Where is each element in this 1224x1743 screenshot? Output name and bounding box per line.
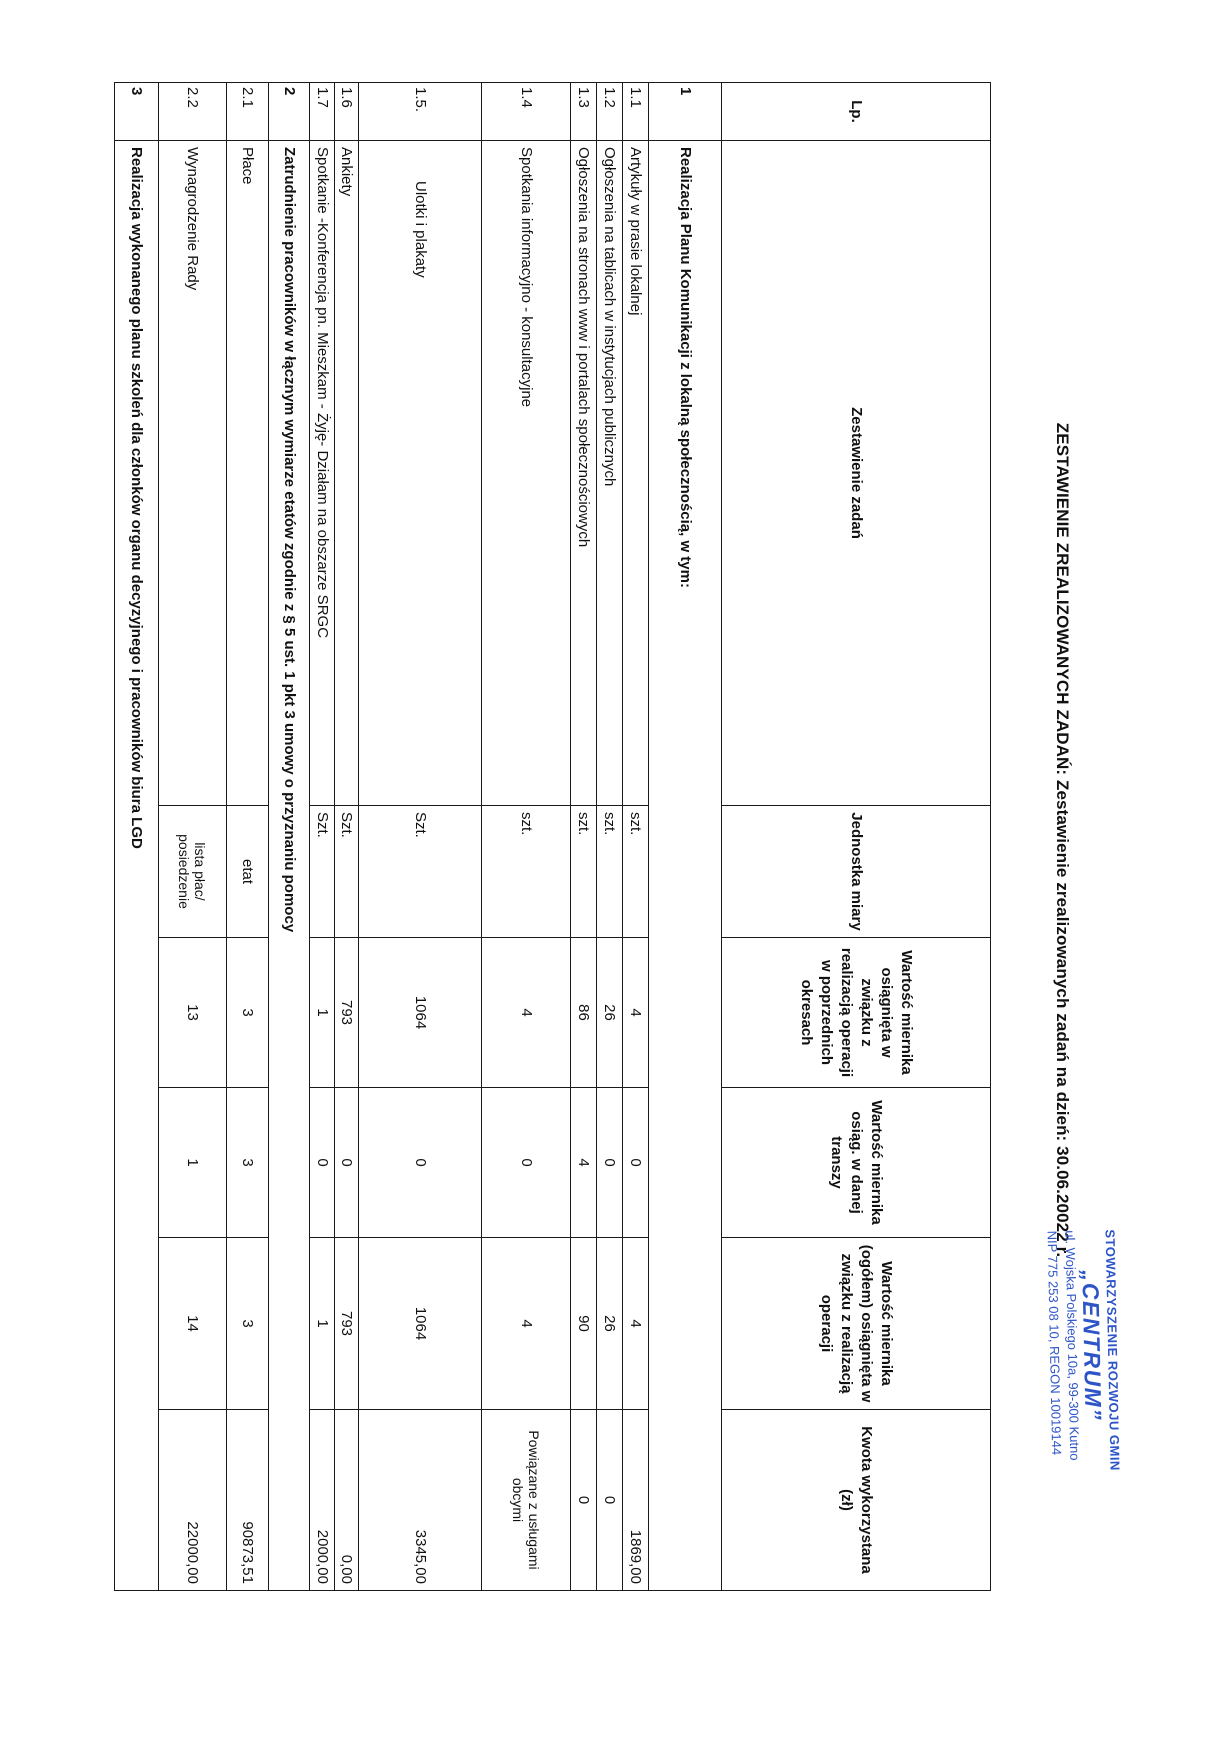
- cell-lp: 1.4: [482, 83, 571, 141]
- cell-lp: 1.3: [571, 83, 597, 141]
- cell-unit: lista płac/ posiedzenie: [159, 806, 227, 938]
- header-amount: Kwota wykorzystana (zł): [722, 1410, 991, 1591]
- cell-unit: szt.: [482, 806, 571, 938]
- cell-task: Spotkanie -Konferencja pn. Mieszkam - Żyję- Działam na obszarze SRGC: [310, 141, 335, 806]
- cell-task: Spotkania informacyjno - konsultacyjne: [482, 141, 571, 806]
- cell-lp: 1.5.: [359, 83, 482, 141]
- table-row: [159, 83, 227, 1591]
- header-unit: Jednostka miary: [722, 806, 991, 938]
- cell-unit: szt.: [571, 806, 597, 938]
- cell-unit: Szt.: [310, 806, 335, 938]
- section-row: [649, 83, 722, 1591]
- cell-task: Ogłoszenia na tablicach w instytucjach publicznych: [597, 141, 623, 806]
- cell-tranche: 0: [597, 1088, 623, 1238]
- cell-tranche: 0: [310, 1088, 335, 1238]
- stamp-line-1: STOWARZYSZENIE ROZWOJU GMIN: [1102, 1229, 1123, 1472]
- cell-task: Ulotki i plakaty: [359, 141, 482, 806]
- cell-amount: 22000,00: [159, 1410, 227, 1591]
- header-tranche: Wartość miernika osiąg. w danej transzy: [722, 1088, 991, 1238]
- cell-total: 1064: [359, 1238, 482, 1410]
- section-label: Realizacja Planu Komunikacji z lokalną społecznością, w tym:: [649, 141, 722, 1591]
- cell-prev: 4: [482, 938, 571, 1088]
- cell-lp: 2.2: [159, 83, 227, 141]
- cell-amount: 0: [571, 1410, 597, 1591]
- cell-total: 793: [335, 1238, 359, 1410]
- cell-prev: 86: [571, 938, 597, 1088]
- table-row: [597, 83, 623, 1591]
- cell-task: Ankiety: [335, 141, 359, 806]
- tasks-table: [114, 82, 991, 1591]
- header-row: [722, 83, 991, 1591]
- cell-unit: szt.: [597, 806, 623, 938]
- cell-prev: 1: [310, 938, 335, 1088]
- cell-prev: 1064: [359, 938, 482, 1088]
- header-task: Zestawienie zadań: [722, 141, 991, 806]
- cell-tranche: 0: [335, 1088, 359, 1238]
- cell-task: Wynagrodzenie Rady: [159, 141, 227, 806]
- cell-amount: Powiązane z usługami obcymi: [482, 1410, 571, 1591]
- cell-prev: 13: [159, 938, 227, 1088]
- cell-total: 90: [571, 1238, 597, 1410]
- cell-task: Płace: [227, 141, 269, 806]
- table-row: [227, 83, 269, 1591]
- table-row: [310, 83, 335, 1591]
- cell-amount: 90873,51: [227, 1410, 269, 1591]
- cell-total: 14: [159, 1238, 227, 1410]
- cell-amount: 0,00: [335, 1410, 359, 1591]
- cell-unit: Szt.: [359, 806, 482, 938]
- section-row: [269, 83, 310, 1591]
- cell-total: 4: [623, 1238, 649, 1410]
- cell-tranche: 0: [623, 1088, 649, 1238]
- cell-lp: 1.6: [335, 83, 359, 141]
- table-row: [623, 83, 649, 1591]
- cell-task: Ogłoszenia na stronach www i portalach społecznościowych: [571, 141, 597, 806]
- section-label: Realizacja wykonanego planu szkoleń dla członków organu decyzyjnego i pracowników biura LGD: [115, 141, 159, 1591]
- stamp-line-4: NIP 775 253 08 10, REGON 10019144: [1044, 1230, 1065, 1456]
- table-row: [359, 83, 482, 1591]
- table-row: [482, 83, 571, 1591]
- header-lp: Lp.: [722, 83, 991, 141]
- cell-tranche: 1: [159, 1088, 227, 1238]
- cell-prev: 26: [597, 938, 623, 1088]
- cell-lp: 1.1: [623, 83, 649, 141]
- cell-total: 3: [227, 1238, 269, 1410]
- section-lp: 1: [649, 83, 722, 141]
- cell-task: Artykuły w prasie lokalnej: [623, 141, 649, 806]
- cell-lp: 1.2: [597, 83, 623, 141]
- cell-tranche: 0: [359, 1088, 482, 1238]
- table-row: [335, 83, 359, 1591]
- cell-unit: Szt.: [335, 806, 359, 938]
- organization-stamp: [1043, 1229, 1126, 1561]
- section-label: Zatrudnienie pracowników w łącznym wymiarze etatów zgodnie z § 5 ust. 1 pkt 3 umowy o przyznaniu pomocy: [269, 141, 310, 1591]
- section-lp: 2: [269, 83, 310, 141]
- cell-tranche: 4: [571, 1088, 597, 1238]
- table-row: [571, 83, 597, 1591]
- cell-amount: 0: [597, 1410, 623, 1591]
- stamp-line-2: „CENTRUM”: [1077, 1269, 1107, 1422]
- cell-tranche: 0: [482, 1088, 571, 1238]
- cell-prev: 793: [335, 938, 359, 1088]
- header-prev: Wartość miernika osiągnięta w związku z realizacją operacji w poprzednich okresach: [722, 938, 991, 1088]
- section-row: [115, 83, 159, 1591]
- cell-unit: szt.: [623, 806, 649, 938]
- cell-amount: 1869,00: [623, 1410, 649, 1591]
- cell-tranche: 3: [227, 1088, 269, 1238]
- cell-total: 1: [310, 1238, 335, 1410]
- section-lp: 3: [115, 83, 159, 141]
- cell-prev: 4: [623, 938, 649, 1088]
- header-total: Wartość miernika (ogółem) osiągnięta w związku z realizacją operacji: [722, 1238, 991, 1410]
- cell-lp: 2.1: [227, 83, 269, 141]
- cell-amount: 3345,00: [359, 1410, 482, 1591]
- cell-prev: 3: [227, 938, 269, 1088]
- cell-lp: 1.7: [310, 83, 335, 141]
- document-title: ZESTAWIENIE ZREALIZOWANYCH ZADAŃ: Zestawienie zrealizowanych zadań na dzień: 30.06.20022 r.: [1053, 422, 1072, 1258]
- cell-total: 26: [597, 1238, 623, 1410]
- cell-amount: 2000,00: [310, 1410, 335, 1591]
- cell-unit: etat: [227, 806, 269, 938]
- stamp-line-3: ul. Wojska Polskiego 10a, 99-300 Kutno: [1062, 1230, 1083, 1461]
- cell-total: 4: [482, 1238, 571, 1410]
